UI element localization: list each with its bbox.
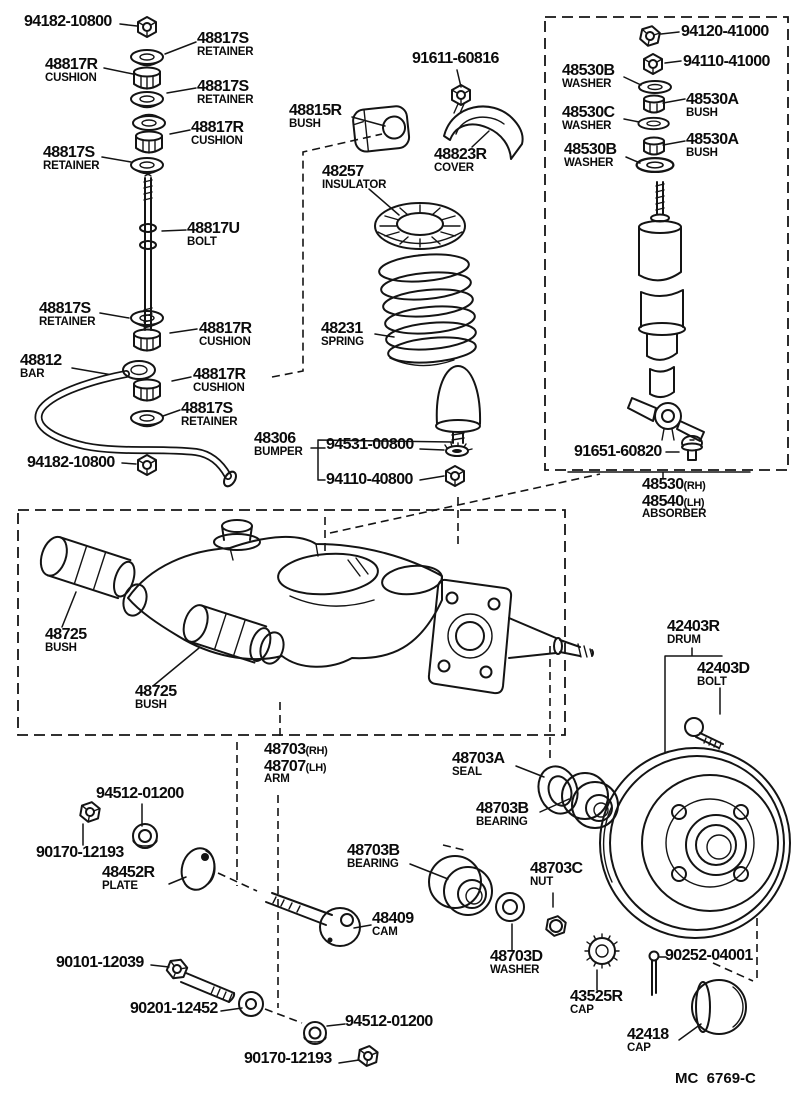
part-label-48817R xyxy=(191,120,243,148)
part-number: 48703B xyxy=(347,842,400,859)
part-number: 48306 xyxy=(254,430,296,447)
part-label-48817S xyxy=(197,31,253,59)
part-label-90170-12193 xyxy=(244,1051,332,1068)
part-number: 48725 xyxy=(135,683,177,700)
part-name: PLATE xyxy=(102,879,138,892)
part-number: 48703B xyxy=(476,800,529,817)
part-number-line xyxy=(264,742,328,759)
part-name: RETAINER xyxy=(181,415,238,428)
part-number: 48231 xyxy=(321,320,363,337)
part-side-indicator: (LH) xyxy=(683,496,705,509)
part-number: 48530A xyxy=(686,91,739,108)
part-number: 48530A xyxy=(686,131,739,148)
part-side-indicator: (LH) xyxy=(305,761,327,774)
part-name: WASHER xyxy=(562,119,612,132)
part-name: BUSH xyxy=(289,117,321,130)
part-name: BEARING xyxy=(476,815,528,828)
part-label-43525R xyxy=(570,989,622,1017)
part-number: 90170-12193 xyxy=(244,1050,332,1067)
part-name: RETAINER xyxy=(39,315,96,328)
part-number: 94512-01200 xyxy=(96,785,184,802)
part-name: CUSHION xyxy=(193,381,245,394)
part-label-48815R xyxy=(289,103,341,131)
part-number: 48703 xyxy=(264,741,306,758)
part-number: 48817R xyxy=(45,56,98,73)
part-side-indicator: (RH) xyxy=(683,480,706,492)
part-name: CAP xyxy=(627,1041,651,1054)
part-label-48703C xyxy=(530,861,582,889)
part-label-48530A xyxy=(686,92,738,120)
part-label-48817S xyxy=(181,401,237,429)
part-name: SEAL xyxy=(452,765,482,778)
part-label-48817R xyxy=(193,367,245,395)
part-number: 94110-40800 xyxy=(326,471,413,488)
part-label-48703B xyxy=(476,801,528,829)
part-label-94531-00800 xyxy=(326,437,414,454)
part-label-48409 xyxy=(372,911,414,939)
part-number: 94120-41000 xyxy=(681,23,769,40)
part-label-91611-60816 xyxy=(412,51,499,68)
part-name: BUSH xyxy=(686,106,718,119)
part-number-line xyxy=(665,948,753,965)
part-label-94512-01200 xyxy=(345,1014,433,1031)
part-name: SPRING xyxy=(321,335,364,348)
part-label-42403R xyxy=(667,619,719,647)
part-name: ARM xyxy=(264,773,290,786)
part-name: WASHER xyxy=(490,963,540,976)
part-number-line xyxy=(642,477,706,494)
part-name: WASHER xyxy=(562,77,612,90)
part-name: CUSHION xyxy=(45,71,97,84)
part-label-94110-40800 xyxy=(326,472,413,489)
part-number-line xyxy=(345,1014,433,1031)
part-name: BUSH xyxy=(135,698,167,711)
part-number-line xyxy=(574,444,662,461)
part-name: CUSHION xyxy=(199,335,251,348)
part-name: WASHER xyxy=(564,156,614,169)
part-label-94110-41000 xyxy=(683,54,770,71)
part-name: NUT xyxy=(530,875,554,888)
part-number: 91611-60816 xyxy=(412,50,499,67)
part-name: BAR xyxy=(20,367,45,380)
part-number: 48817R xyxy=(191,119,244,136)
part-name: CUSHION xyxy=(191,134,243,147)
part-number-line xyxy=(683,54,770,71)
part-label-48530A xyxy=(686,132,738,160)
part-number: 48707 xyxy=(264,757,306,775)
part-name: BEARING xyxy=(347,857,399,870)
part-label-90252-04001 xyxy=(665,948,753,965)
part-number: 43525R xyxy=(570,988,623,1005)
part-label-48703D xyxy=(490,949,542,977)
part-number: 48817R xyxy=(193,366,246,383)
part-label-94512-01200 xyxy=(96,786,184,803)
part-number: 91651-60820 xyxy=(574,443,662,460)
part-label-48817U xyxy=(187,221,239,249)
part-name: RETAINER xyxy=(197,93,254,106)
part-label-48703A xyxy=(452,751,504,779)
part-number-line xyxy=(130,1001,218,1018)
part-name: INSULATOR xyxy=(322,178,387,191)
part-name: CAM xyxy=(372,925,398,938)
part-label-48817S xyxy=(197,79,253,107)
part-label-94182-10800 xyxy=(27,455,115,472)
part-number: 48452R xyxy=(102,864,155,881)
part-name: DRUM xyxy=(667,633,701,646)
part-name: BOLT xyxy=(187,235,217,248)
part-number-line xyxy=(96,786,184,803)
part-label-48817R xyxy=(45,57,97,85)
part-number-line xyxy=(326,437,414,454)
part-label-94120-41000 xyxy=(681,24,769,41)
part-number: 90101-12039 xyxy=(56,954,144,971)
part-number: 42418 xyxy=(627,1026,669,1043)
part-number-line xyxy=(681,24,769,41)
part-label-48817S xyxy=(43,145,99,173)
part-label-91651-60820 xyxy=(574,444,662,461)
part-label-42403D xyxy=(697,661,749,689)
part-label-48812 xyxy=(20,353,62,381)
part-number: 90170-12193 xyxy=(36,844,124,861)
part-label-48703B xyxy=(347,843,399,871)
part-number: 48703A xyxy=(452,750,505,767)
part-number: 48540 xyxy=(642,492,684,510)
part-number: 90252-04001 xyxy=(665,947,753,964)
part-side-indicator: (RH) xyxy=(305,745,328,757)
part-label-48257 xyxy=(322,164,386,192)
part-label-42418 xyxy=(627,1027,669,1055)
part-number-line xyxy=(24,14,112,31)
part-number-line xyxy=(326,472,413,489)
part-label-48823R xyxy=(434,147,486,175)
part-label-48817R xyxy=(199,321,251,349)
part-label-94182-10800 xyxy=(24,14,112,31)
part-name: ABSORBER xyxy=(642,508,707,521)
part-number: 48703C xyxy=(530,860,583,877)
part-name: RETAINER xyxy=(43,159,100,172)
part-number: 48817S xyxy=(43,144,95,161)
part-number: 94531-00800 xyxy=(326,436,414,453)
part-number: 48725 xyxy=(45,626,87,643)
part-label-48530B xyxy=(564,142,616,170)
part-name: RETAINER xyxy=(197,45,254,58)
part-number: 90201-12452 xyxy=(130,1000,218,1017)
part-name: BUMPER xyxy=(254,445,303,458)
part-label-48725 xyxy=(45,627,87,655)
part-number: 48703D xyxy=(490,948,543,965)
part-label-48725 xyxy=(135,684,177,712)
part-label-48530 xyxy=(642,477,706,521)
part-name: BUSH xyxy=(45,641,77,654)
part-number: 48812 xyxy=(20,352,62,369)
part-number: 48817S xyxy=(39,300,91,317)
part-label-48530B xyxy=(562,63,614,91)
part-label-90101-12039 xyxy=(56,955,144,972)
part-label-48306 xyxy=(254,431,303,459)
part-number-line xyxy=(56,955,144,972)
part-number-line xyxy=(675,1071,756,1088)
part-number: 94182-10800 xyxy=(27,454,115,471)
figure-code xyxy=(675,1071,756,1088)
part-number: 42403R xyxy=(667,618,720,635)
part-number-line xyxy=(244,1051,332,1068)
part-number: MC 6769-C xyxy=(675,1070,756,1087)
part-number: 48530 xyxy=(642,476,684,493)
part-number: 48817U xyxy=(187,220,240,237)
part-label-48452R xyxy=(102,865,154,893)
part-label-48703 xyxy=(264,742,328,786)
part-label-90170-12193 xyxy=(36,845,124,862)
part-name: BUSH xyxy=(686,146,718,159)
part-name: BOLT xyxy=(697,675,727,688)
part-number-line xyxy=(36,845,124,862)
part-number-line xyxy=(27,455,115,472)
part-number: 48530B xyxy=(564,141,617,158)
part-number: 48530B xyxy=(562,62,615,79)
part-number-line xyxy=(412,51,499,68)
part-label-90201-12452 xyxy=(130,1001,218,1018)
part-number: 94182-10800 xyxy=(24,13,112,30)
part-number: 48823R xyxy=(434,146,487,163)
part-number: 42403D xyxy=(697,660,750,677)
part-number: 48817S xyxy=(181,400,233,417)
part-number: 48257 xyxy=(322,163,364,180)
part-number: 94512-01200 xyxy=(345,1013,433,1030)
part-number: 48817S xyxy=(197,78,249,95)
part-number: 48409 xyxy=(372,910,414,927)
part-number: 48530C xyxy=(562,104,615,121)
part-name: CAP xyxy=(570,1003,594,1016)
part-name: COVER xyxy=(434,161,474,174)
part-number: 48817S xyxy=(197,30,249,47)
part-number: 94110-41000 xyxy=(683,53,770,70)
part-label-48231 xyxy=(321,321,364,349)
part-number: 48815R xyxy=(289,102,342,119)
part-label-48817S xyxy=(39,301,95,329)
part-number: 48817R xyxy=(199,320,252,337)
part-label-48530C xyxy=(562,105,614,133)
